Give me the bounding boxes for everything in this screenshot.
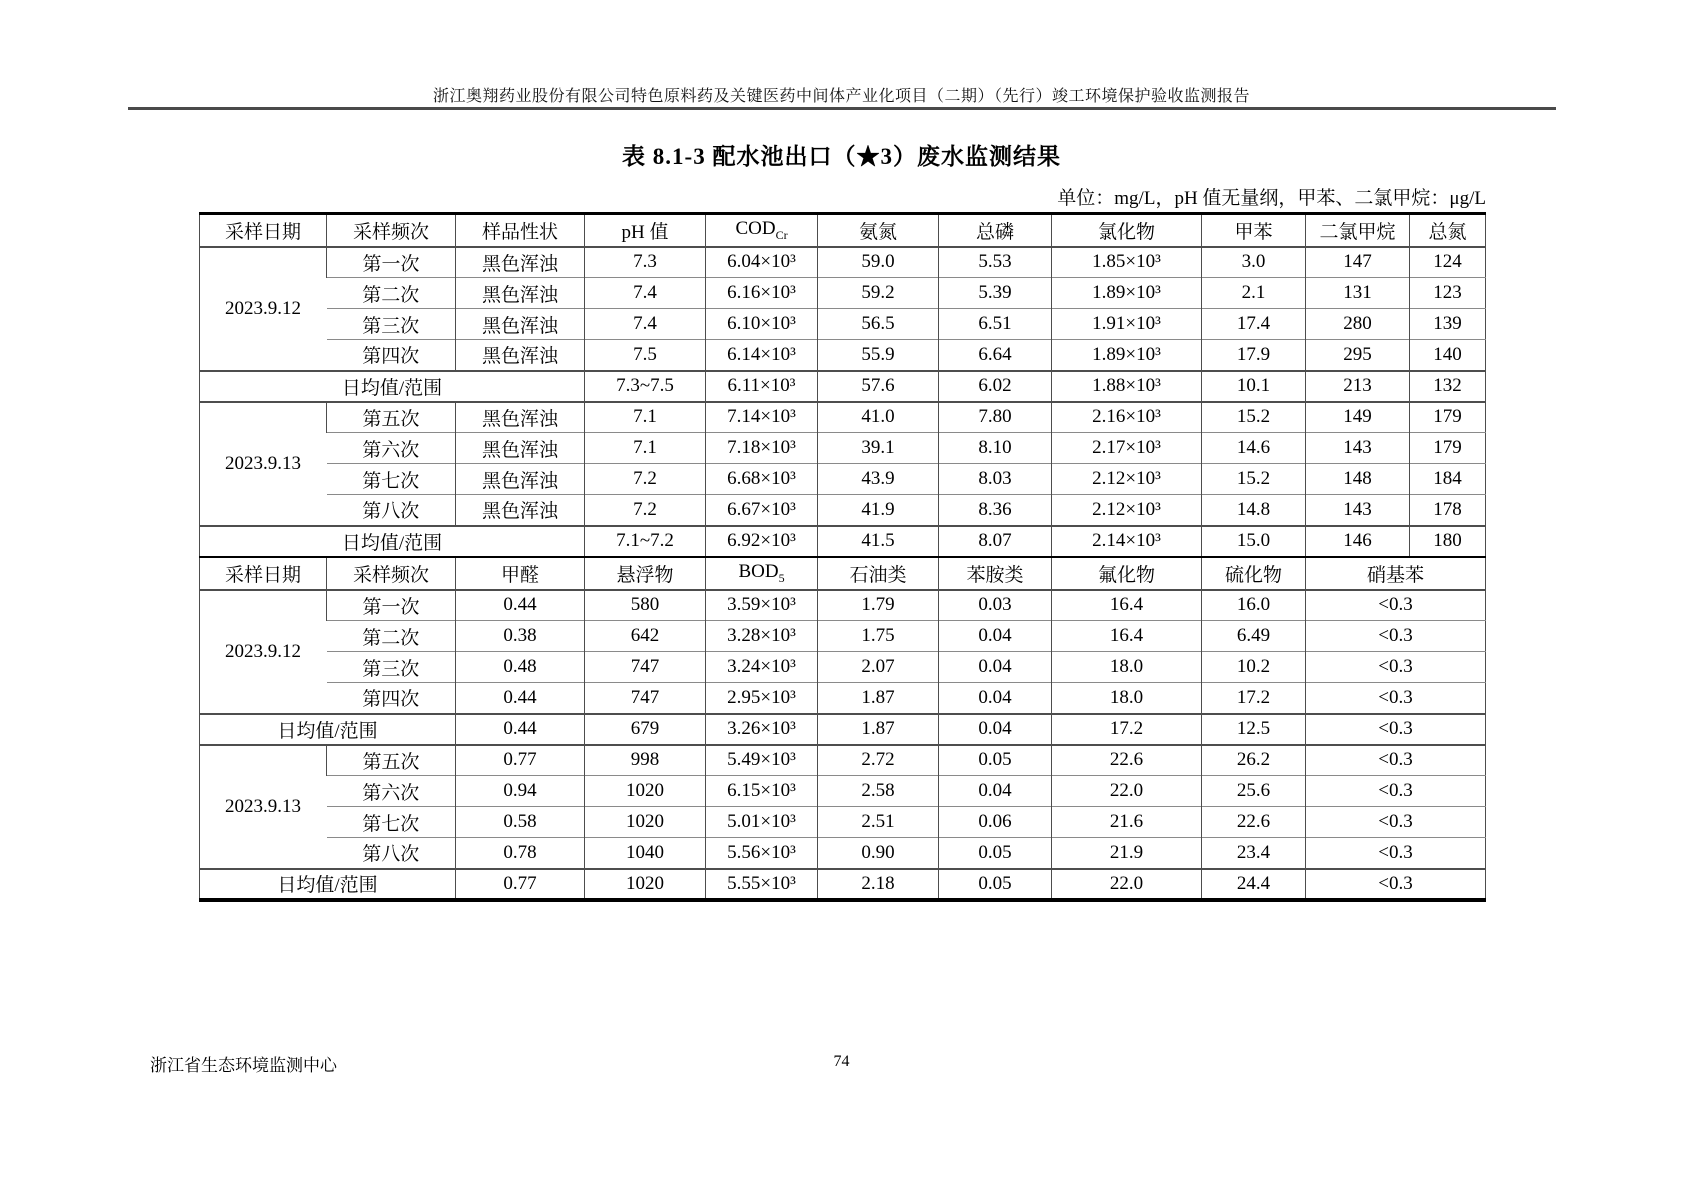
value-cell: 184 — [1410, 464, 1486, 495]
value-cell: 149 — [1306, 402, 1410, 433]
daily-average-value-cell: 22.0 — [1052, 869, 1202, 900]
table-row — [200, 683, 1486, 714]
sampling-date-cell: 2023.9.12 — [200, 590, 327, 714]
column-header-cell: pH 值 — [585, 214, 706, 247]
value-cell: 15.2 — [1202, 402, 1306, 433]
value-cell: 3.0 — [1202, 247, 1306, 278]
sampling-frequency-cell: 第五次 — [327, 402, 456, 433]
value-cell: <0.3 — [1306, 652, 1486, 683]
value-cell: 0.78 — [456, 838, 585, 869]
value-cell: 0.04 — [939, 621, 1052, 652]
value-cell: 7.1 — [585, 433, 706, 464]
daily-average-value-cell: 132 — [1410, 371, 1486, 402]
table-title: 表 8.1-3 配水池出口（★3）废水监测结果 — [622, 144, 1061, 169]
daily-average-label-cell: 日均值/范围 — [200, 869, 456, 900]
value-cell: 0.05 — [939, 838, 1052, 869]
value-cell: 10.2 — [1202, 652, 1306, 683]
sampling-frequency-cell: 第四次 — [327, 683, 456, 714]
value-cell: 747 — [585, 652, 706, 683]
daily-average-value-cell: 1020 — [585, 869, 706, 900]
daily-average-row — [200, 526, 1486, 557]
value-cell: 18.0 — [1052, 652, 1202, 683]
daily-average-row — [200, 371, 1486, 402]
daily-average-value-cell: 7.3~7.5 — [585, 371, 706, 402]
value-cell: 6.49 — [1202, 621, 1306, 652]
value-cell: 6.15×10³ — [706, 776, 818, 807]
column-header-cell-text: BOD — [738, 560, 779, 582]
value-cell: 21.6 — [1052, 807, 1202, 838]
daily-average-value-cell: 1.87 — [818, 714, 939, 745]
value-cell: 178 — [1410, 495, 1486, 526]
value-cell: 179 — [1410, 433, 1486, 464]
value-cell: 22.0 — [1052, 776, 1202, 807]
sampling-date-cell: 2023.9.12 — [200, 247, 327, 371]
value-cell: 1.75 — [818, 621, 939, 652]
value-cell: 2.12×10³ — [1052, 464, 1202, 495]
column-header-cell: 总磷 — [939, 214, 1052, 247]
value-cell: 56.5 — [818, 309, 939, 340]
value-cell: 0.06 — [939, 807, 1052, 838]
daily-average-row — [200, 714, 1486, 745]
column-header-cell: 氯化物 — [1052, 214, 1202, 247]
daily-average-value-cell: 6.92×10³ — [706, 526, 818, 557]
value-cell: 59.0 — [818, 247, 939, 278]
daily-average-value-cell: 41.5 — [818, 526, 939, 557]
sampling-frequency-cell: 第三次 — [327, 309, 456, 340]
value-cell: 22.6 — [1052, 745, 1202, 776]
value-cell: 7.1 — [585, 402, 706, 433]
sampling-date-cell: 2023.9.13 — [200, 745, 327, 869]
value-cell: 0.48 — [456, 652, 585, 683]
value-cell: 6.67×10³ — [706, 495, 818, 526]
value-cell: 179 — [1410, 402, 1486, 433]
value-cell: 5.01×10³ — [706, 807, 818, 838]
table-row — [200, 247, 1486, 278]
value-cell: 147 — [1306, 247, 1410, 278]
value-cell: 22.6 — [1202, 807, 1306, 838]
value-cell: 3.28×10³ — [706, 621, 818, 652]
daily-average-value-cell: 24.4 — [1202, 869, 1306, 900]
value-cell: 143 — [1306, 433, 1410, 464]
column-header-cell — [706, 214, 818, 247]
value-cell: 280 — [1306, 309, 1410, 340]
table-row — [200, 776, 1486, 807]
value-cell: 黑色浑浊 — [456, 433, 585, 464]
value-cell: 6.16×10³ — [706, 278, 818, 309]
value-cell: <0.3 — [1306, 683, 1486, 714]
value-cell: <0.3 — [1306, 621, 1486, 652]
value-cell: 8.03 — [939, 464, 1052, 495]
value-cell: 139 — [1410, 309, 1486, 340]
daily-average-value-cell: 5.55×10³ — [706, 869, 818, 900]
column-header-cell: 石油类 — [818, 557, 939, 590]
sampling-frequency-cell: 第八次 — [327, 838, 456, 869]
value-cell: 5.53 — [939, 247, 1052, 278]
value-cell: <0.3 — [1306, 745, 1486, 776]
table-row — [200, 590, 1486, 621]
value-cell: 143 — [1306, 495, 1410, 526]
value-cell: 747 — [585, 683, 706, 714]
value-cell: 2.51 — [818, 807, 939, 838]
value-cell: 26.2 — [1202, 745, 1306, 776]
value-cell: 41.0 — [818, 402, 939, 433]
value-cell: 黑色浑浊 — [456, 340, 585, 371]
value-cell: 17.2 — [1202, 683, 1306, 714]
daily-average-row — [200, 869, 1486, 900]
value-cell: 2.17×10³ — [1052, 433, 1202, 464]
value-cell: 23.4 — [1202, 838, 1306, 869]
value-cell: 2.95×10³ — [706, 683, 818, 714]
value-cell: 6.68×10³ — [706, 464, 818, 495]
column-header-cell: 采样日期 — [224, 221, 301, 243]
sampling-frequency-cell: 第二次 — [327, 278, 456, 309]
daily-average-value-cell: 0.44 — [456, 714, 585, 745]
value-cell: 7.2 — [585, 495, 706, 526]
value-cell: 6.14×10³ — [706, 340, 818, 371]
daily-average-value-cell: 0.04 — [939, 714, 1052, 745]
value-cell: 17.9 — [1202, 340, 1306, 371]
value-cell: 黑色浑浊 — [456, 247, 585, 278]
value-cell: 0.03 — [939, 590, 1052, 621]
value-cell: 黑色浑浊 — [456, 309, 585, 340]
daily-average-value-cell: 15.0 — [1202, 526, 1306, 557]
column-header-cell: 氟化物 — [1052, 557, 1202, 590]
monitoring-results-table-container — [199, 212, 1486, 902]
sampling-frequency-cell: 第五次 — [327, 745, 456, 776]
value-cell: 124 — [1410, 247, 1486, 278]
value-cell: 14.6 — [1202, 433, 1306, 464]
value-cell: 0.04 — [939, 776, 1052, 807]
daily-average-value-cell: 1.88×10³ — [1052, 371, 1202, 402]
daily-average-value-cell: 679 — [585, 714, 706, 745]
value-cell: 2.07 — [818, 652, 939, 683]
table-row — [200, 495, 1486, 526]
sampling-frequency-cell: 第六次 — [327, 433, 456, 464]
value-cell: 123 — [1410, 278, 1486, 309]
value-cell: 8.36 — [939, 495, 1052, 526]
column-header-cell: 苯胺类 — [939, 557, 1052, 590]
value-cell: 3.59×10³ — [706, 590, 818, 621]
value-cell: 21.9 — [1052, 838, 1202, 869]
daily-average-value-cell: 180 — [1410, 526, 1486, 557]
value-cell: 8.10 — [939, 433, 1052, 464]
table-header-row — [200, 214, 1486, 247]
value-cell: 1020 — [585, 807, 706, 838]
sampling-frequency-cell: 第四次 — [327, 340, 456, 371]
column-header-cell: 甲苯 — [1202, 214, 1306, 247]
header-divider-line — [128, 107, 1556, 110]
table-row — [200, 652, 1486, 683]
value-cell: 25.6 — [1202, 776, 1306, 807]
value-cell: 5.49×10³ — [706, 745, 818, 776]
value-cell: 0.44 — [456, 683, 585, 714]
daily-average-value-cell: 3.26×10³ — [706, 714, 818, 745]
sampling-frequency-cell: 第三次 — [327, 652, 456, 683]
value-cell: 580 — [585, 590, 706, 621]
value-cell: 0.04 — [939, 683, 1052, 714]
value-cell: 7.5 — [585, 340, 706, 371]
value-cell: 2.16×10³ — [1052, 402, 1202, 433]
monitoring-results-table — [199, 212, 1486, 902]
value-cell: 5.56×10³ — [706, 838, 818, 869]
column-header-cell — [706, 557, 818, 590]
daily-average-value-cell: 0.77 — [456, 869, 585, 900]
daily-average-value-cell: 10.1 — [1202, 371, 1306, 402]
daily-average-value-cell: 213 — [1306, 371, 1410, 402]
value-cell: 17.4 — [1202, 309, 1306, 340]
table-row — [200, 433, 1486, 464]
value-cell: 7.80 — [939, 402, 1052, 433]
value-cell: <0.3 — [1306, 590, 1486, 621]
value-cell: 黑色浑浊 — [456, 464, 585, 495]
value-cell: 41.9 — [818, 495, 939, 526]
column-header-cell: 样品性状 — [456, 214, 585, 247]
column-header-cell: 氨氮 — [818, 214, 939, 247]
column-header-cell-subscript: 5 — [778, 570, 785, 585]
value-cell: 7.14×10³ — [706, 402, 818, 433]
unit-note: 单位：mg/L，pH 值无量纲，甲苯、二氯甲烷：μg/L — [1057, 188, 1486, 209]
value-cell: 6.64 — [939, 340, 1052, 371]
sampling-frequency-cell: 第七次 — [327, 807, 456, 838]
table-row — [200, 745, 1486, 776]
value-cell: 0.38 — [456, 621, 585, 652]
value-cell: 0.04 — [939, 652, 1052, 683]
value-cell: 16.0 — [1202, 590, 1306, 621]
daily-average-value-cell: 17.2 — [1052, 714, 1202, 745]
value-cell: 59.2 — [818, 278, 939, 309]
value-cell: 0.05 — [939, 745, 1052, 776]
table-row — [200, 402, 1486, 433]
table-header-row — [200, 557, 1486, 590]
value-cell: 0.90 — [818, 838, 939, 869]
footer-organization: 浙江省生态环境监测中心 — [150, 1056, 337, 1075]
value-cell: 1.91×10³ — [1052, 309, 1202, 340]
column-header-cell: 采样频次 — [327, 557, 456, 590]
value-cell: 黑色浑浊 — [456, 495, 585, 526]
column-header-cell: 悬浮物 — [585, 557, 706, 590]
column-header-cell: 甲醛 — [456, 557, 585, 590]
value-cell: 148 — [1306, 464, 1410, 495]
value-cell: 2.1 — [1202, 278, 1306, 309]
sampling-frequency-cell: 第七次 — [327, 464, 456, 495]
daily-average-value-cell: 7.1~7.2 — [585, 526, 706, 557]
column-header-cell: 总氮 — [1410, 214, 1486, 247]
value-cell: 7.4 — [585, 309, 706, 340]
daily-average-value-cell: 6.11×10³ — [706, 371, 818, 402]
table-row — [200, 621, 1486, 652]
value-cell: 15.2 — [1202, 464, 1306, 495]
daily-average-label-cell: 日均值/范围 — [200, 526, 585, 557]
value-cell: 14.8 — [1202, 495, 1306, 526]
value-cell: 16.4 — [1052, 590, 1202, 621]
value-cell: 998 — [585, 745, 706, 776]
value-cell: <0.3 — [1306, 838, 1486, 869]
value-cell: 7.18×10³ — [706, 433, 818, 464]
value-cell: 7.4 — [585, 278, 706, 309]
value-cell: 18.0 — [1052, 683, 1202, 714]
daily-average-value-cell: 8.07 — [939, 526, 1052, 557]
value-cell: 295 — [1306, 340, 1410, 371]
table-row — [200, 838, 1486, 869]
column-header-cell-text: COD — [735, 217, 776, 239]
table-row — [200, 340, 1486, 371]
value-cell: 43.9 — [818, 464, 939, 495]
value-cell: 1020 — [585, 776, 706, 807]
value-cell: 1040 — [585, 838, 706, 869]
value-cell: 2.58 — [818, 776, 939, 807]
sampling-date-cell: 2023.9.13 — [200, 402, 327, 526]
sampling-frequency-cell: 第八次 — [327, 495, 456, 526]
daily-average-value-cell: 0.05 — [939, 869, 1052, 900]
daily-average-label-cell: 日均值/范围 — [200, 371, 585, 402]
value-cell: 5.39 — [939, 278, 1052, 309]
column-header-cell: 硫化物 — [1202, 557, 1306, 590]
column-header-cell: 二氯甲烷 — [1306, 214, 1410, 247]
column-header-cell: 采样频次 — [327, 214, 456, 247]
value-cell: 黑色浑浊 — [456, 402, 585, 433]
value-cell: 6.51 — [939, 309, 1052, 340]
table-row — [200, 464, 1486, 495]
value-cell: 0.44 — [456, 590, 585, 621]
sampling-frequency-cell: 第一次 — [327, 247, 456, 278]
value-cell: 7.2 — [585, 464, 706, 495]
column-header-cell-text: 硝基苯 — [1366, 564, 1424, 586]
value-cell: 642 — [585, 621, 706, 652]
daily-average-value-cell: 57.6 — [818, 371, 939, 402]
daily-average-label-cell: 日均值/范围 — [200, 714, 456, 745]
table-row — [200, 309, 1486, 340]
value-cell: 6.10×10³ — [706, 309, 818, 340]
value-cell: 16.4 — [1052, 621, 1202, 652]
value-cell: 2.72 — [818, 745, 939, 776]
value-cell: 1.89×10³ — [1052, 340, 1202, 371]
table-row — [200, 278, 1486, 309]
value-cell: 1.85×10³ — [1052, 247, 1202, 278]
column-header-cell — [1306, 557, 1486, 590]
sampling-frequency-cell: 第二次 — [327, 621, 456, 652]
value-cell: 39.1 — [818, 433, 939, 464]
sampling-frequency-cell: 第一次 — [327, 590, 456, 621]
column-header-cell-subscript: Cr — [775, 227, 788, 242]
value-cell: 6.04×10³ — [706, 247, 818, 278]
column-header-cell: 采样日期 — [200, 557, 327, 590]
value-cell: 1.79 — [818, 590, 939, 621]
value-cell: 7.3 — [585, 247, 706, 278]
value-cell: 2.12×10³ — [1052, 495, 1202, 526]
value-cell: 0.58 — [456, 807, 585, 838]
value-cell: 1.89×10³ — [1052, 278, 1202, 309]
value-cell: 55.9 — [818, 340, 939, 371]
value-cell: 0.94 — [456, 776, 585, 807]
sampling-frequency-cell: 第六次 — [327, 776, 456, 807]
table-row — [200, 807, 1486, 838]
value-cell: <0.3 — [1306, 776, 1486, 807]
daily-average-value-cell: <0.3 — [1306, 714, 1486, 745]
document-header-title: 浙江奥翔药业股份有限公司特色原料药及关键医药中间体产业化项目（二期）（先行）竣工环境保护验收监测报告 — [432, 88, 1250, 105]
daily-average-value-cell: 146 — [1306, 526, 1410, 557]
value-cell: 1.87 — [818, 683, 939, 714]
value-cell: 131 — [1306, 278, 1410, 309]
daily-average-value-cell: 2.18 — [818, 869, 939, 900]
daily-average-value-cell: 2.14×10³ — [1052, 526, 1202, 557]
daily-average-value-cell: <0.3 — [1306, 869, 1486, 900]
value-cell: 黑色浑浊 — [456, 278, 585, 309]
daily-average-value-cell: 12.5 — [1202, 714, 1306, 745]
daily-average-value-cell: 6.02 — [939, 371, 1052, 402]
page-number: 74 — [833, 1053, 850, 1070]
value-cell: 0.77 — [456, 745, 585, 776]
value-cell: 140 — [1410, 340, 1486, 371]
value-cell: <0.3 — [1306, 807, 1486, 838]
value-cell: 3.24×10³ — [706, 652, 818, 683]
